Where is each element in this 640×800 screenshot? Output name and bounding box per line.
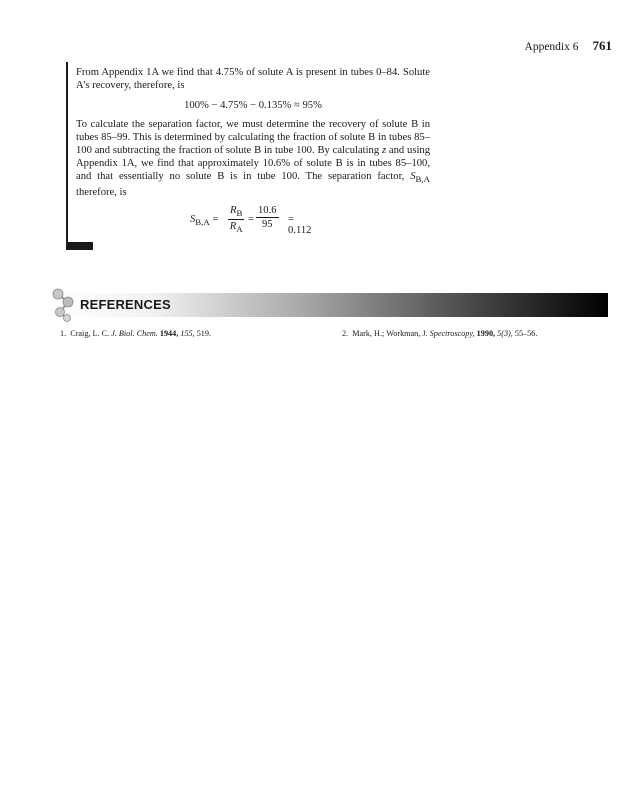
fraction-numerator: $R_B$	[230, 205, 243, 219]
paragraph-recovery-a: From Appendix 1A we find that 4.75% of solute A is present in tubes 0–84. Solute A’s recovery, therefore, is	[76, 67, 430, 91]
fraction-numerator-value: 10.6	[258, 205, 277, 216]
fraction-rb-ra	[228, 205, 244, 236]
paragraph-text: and using Appendix 1A, we find that approximately 10.6% of solute B is in tubes 85–100, and that essentially no solute B is in tube 100. The separation factor,	[76, 145, 430, 182]
running-head	[525, 38, 612, 54]
reference-item: 2. Mark, H.; Workman, J. Spectroscopy, 1990, 5(3), 55–56.	[342, 329, 538, 338]
paragraph-text: therefore, is	[76, 187, 127, 199]
symbol-s: S	[410, 171, 416, 182]
fraction-denominator: $R_A$	[229, 221, 243, 235]
running-head-label: Appendix 6	[524, 41, 579, 53]
equation-lhs: $S_{B,A}$ =	[190, 214, 219, 228]
fraction-denominator-value: 95	[261, 219, 273, 230]
equation-recovery-a: 100% − 4.75% − 0.135% ≈ 95%	[184, 100, 322, 111]
page-number: 761	[592, 38, 612, 53]
fraction-values	[256, 205, 279, 231]
molecule-icon	[50, 288, 78, 322]
reference-item: 1. Craig, L. C. J. Biol. Chem. 1944, 155, 519.	[60, 329, 212, 338]
variable-z: z	[381, 145, 387, 156]
example-end-marker	[66, 242, 93, 250]
paragraph-text: To calculate the separation factor, we must determine the recovery of solute B in tubes 85–99. This is determined by calculating the fraction of solute B in tubes 85–100 and subtracting the fraction of solute B in tube 100. By calculating	[76, 119, 430, 156]
symbol-s-subscript: B,A	[415, 174, 430, 185]
references-heading: REFERENCES	[80, 297, 171, 312]
paragraph-separation-factor	[76, 118, 430, 199]
equation-result: = 0.112	[288, 214, 312, 236]
equals-sign: =	[248, 214, 254, 225]
